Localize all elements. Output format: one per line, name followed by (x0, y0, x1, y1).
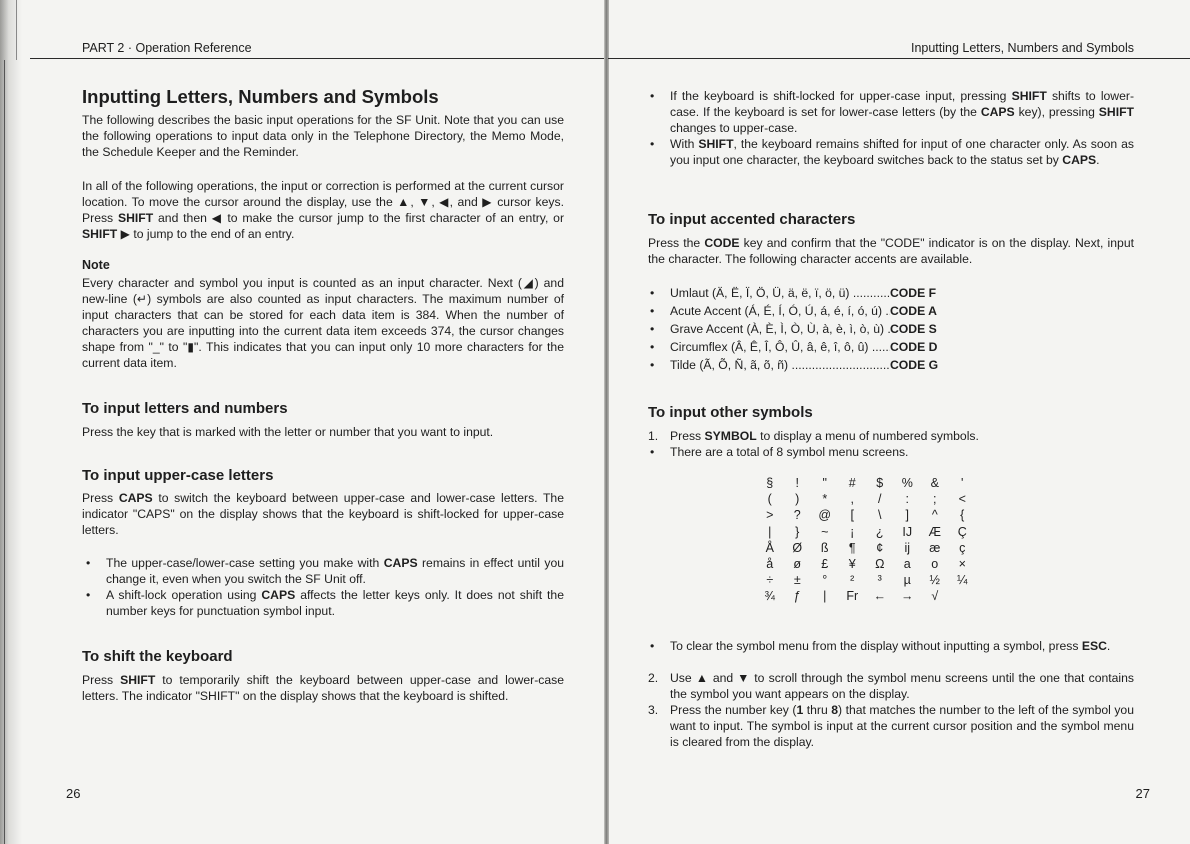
symbol-row (756, 572, 976, 588)
left-running-header: PART 2 · Operation Reference (82, 41, 252, 55)
symbol-cell: æ (929, 540, 941, 555)
symbol-cell: ^ (931, 508, 938, 523)
symbols-step-1 (648, 428, 1134, 444)
symbol-cell: # (848, 476, 856, 491)
symbol-cell: ¶ (848, 540, 856, 555)
symbol-row (756, 556, 976, 572)
symbol-cell: : (905, 492, 909, 507)
list-item: • With SHIFT, the keyboard remains shifted for input of one character only. As soon as you input one character, the keyboard switches back to the status set by CAPS. (648, 136, 1134, 168)
symbol-cell: Ø (792, 540, 803, 555)
list-item: • To clear the symbol menu from the display without inputting a symbol, press ESC. (648, 638, 1134, 654)
symbol-row (756, 540, 976, 556)
symbol-cell: Å (765, 540, 774, 555)
symbol-cell: ? (793, 508, 801, 523)
symbol-cell: ¾ (764, 589, 775, 604)
upper-bullets (84, 555, 564, 619)
accent-item-circumflex: • Circumflex (Â, Ê, Î, Ô, Û, â, ê, î, ô, û) ..... CODE D (648, 338, 1048, 356)
note-heading: Note (82, 258, 110, 272)
symbol-cell: ß (820, 540, 829, 555)
symbol-cell: ø (793, 557, 802, 572)
upper-paragraph: Press CAPS to switch the keyboard between upper-case and lower-case letters. The indicator "CAPS" on the display shows that the keyboard is shift-locked for upper-case letters. (82, 491, 564, 537)
list-item: • A shift-lock operation using CAPS affects the letter keys only. It does not shift the number keys for punctuation symbol input. (84, 587, 564, 619)
symbol-cell: IJ (902, 524, 913, 539)
symbol-cell: Ω (875, 557, 885, 572)
right-page-number: 27 (1135, 786, 1150, 801)
symbol-cell: → (901, 589, 914, 604)
symbol-cell: √ (931, 589, 939, 604)
shift-paragraph: Press SHIFT to temporarily shift the keyboard between upper-case and lower-case letters. The indicator "SHIFT" on the display shows that the keyboard is shifted. (82, 673, 564, 703)
symbol-cell: ç (959, 540, 966, 555)
note-paragraph: Every character and symbol you input is counted as an input character. Next (◢) and new-line (↵) symbols are also counted as input characters. The maximum number of input characters that can be stored for each data item is 384. When the number of characters you are inputting into the current data item exceeds 374, the cursor changes shape from "_" to "▮". This indicates that you can input only 10 more characters for the current data item. (82, 276, 564, 370)
symbols-heading: To input other symbols (648, 404, 813, 421)
right-header-rule (608, 58, 1190, 59)
intro-paragraph: The following describes the basic input operations for the SF Unit. Note that you can use the following operations to input data only in the Telephone Directory, the Memo Mode, the Schedule Keeper and the Reminder. (82, 113, 564, 159)
symbol-row (756, 507, 976, 523)
list-item: 3. Press the number key (1 thru 8) that matches the number to the left of the symbol you want to input. The symbol is input at the current cursor position and the symbol menu is cleared from the display. (648, 703, 1134, 749)
accent-paragraph: Press the CODE key and confirm that the "CODE" indicator is on the display. Next, input the character. The following character accents are available. (648, 236, 1134, 266)
list-item: • There are a total of 8 symbol menu screens. (648, 444, 1134, 460)
symbol-cell: [ (850, 508, 854, 523)
symbol-cell: ' (961, 476, 964, 491)
symbol-cell: * (822, 492, 828, 507)
symbol-cell: } (795, 524, 800, 539)
symbol-cell: o (931, 557, 939, 572)
symbol-cell: % (901, 476, 913, 491)
accent-list (648, 284, 1048, 374)
symbol-cell: ~ (821, 524, 829, 539)
cursor-paragraph: In all of the following operations, the input or correction is performed at the current cursor location. To move the cursor around the display, use the ▲, ▼, ◀, and ▶ cursor keys. Press SHIFT and then ◀ to make the cursor jump to the first character of an entry, or SHIFT ▶ to jump to the end of an entry. (82, 179, 565, 241)
symbol-row (756, 475, 976, 491)
shift-heading: To shift the keyboard (82, 648, 233, 665)
accent-item-umlaut: • Umlaut (Ä, Ë, Ï, Ö, Ü, ä, ë, ï, ö, ü) ..... CODE F (648, 284, 1048, 302)
symbol-cell: ¼ (957, 573, 968, 588)
symbol-cell: å (766, 557, 774, 572)
symbol-cell: § (766, 476, 774, 491)
symbol-cell: ] (905, 508, 909, 523)
symbol-cell: > (766, 508, 774, 523)
symbol-cell: $ (876, 476, 884, 491)
list-item: 2. Use ▲ and ▼ to scroll through the symbol menu screens until the one that contains the symbol you want appears on the display. (648, 671, 1134, 701)
left-header-rule (30, 58, 605, 59)
symbol-cell: ² (850, 573, 855, 588)
accent-item-acute: • Acute Accent (Á, É, Í, Ó, Ú, á, é, í, ó, ú) ..... CODE A (648, 302, 1048, 320)
letters-paragraph: Press the key that is marked with the letter or number that you want to input. (82, 425, 494, 439)
symbol-cell: | (768, 524, 772, 539)
symbol-cell: ¡ (850, 524, 855, 539)
symbol-cell: ← (873, 589, 886, 604)
left-page-number: 26 (66, 786, 81, 801)
symbol-cell: ¥ (848, 557, 856, 572)
symbol-cell: < (958, 492, 966, 507)
symbol-cell: µ (903, 573, 911, 588)
symbol-cell: @ (818, 508, 832, 523)
symbol-cell: ± (793, 573, 801, 588)
symbol-cell: ! (795, 476, 799, 491)
accent-heading: To input accented characters (648, 211, 856, 228)
upper-heading: To input upper-case letters (82, 467, 274, 484)
symbol-cell (949, 588, 977, 604)
symbol-row (756, 491, 976, 507)
right-page (608, 0, 1190, 844)
symbol-cell: ; (933, 492, 937, 507)
symbol-cell: ° (822, 573, 828, 588)
symbol-menu-grid (756, 475, 976, 605)
symbol-cell: ¿ (875, 524, 884, 539)
symbol-cell: / (878, 492, 882, 507)
symbol-cell: Ç (957, 524, 967, 539)
right-running-header: Inputting Letters, Numbers and Symbols (910, 41, 1134, 55)
symbol-cell: ÷ (766, 573, 774, 588)
symbol-cell: & (930, 476, 939, 491)
clear-menu-bullet (648, 638, 1134, 654)
symbol-cell: a (903, 557, 911, 572)
symbol-cell: ³ (877, 573, 882, 588)
symbol-cell: | (823, 589, 827, 604)
symbol-cell: ( (767, 492, 772, 507)
symbol-cell: ij (904, 540, 911, 555)
symbol-cell: \ (878, 508, 882, 523)
symbol-cell: Fr (846, 589, 859, 604)
accent-item-tilde: • Tilde (Ã, Õ, Ñ, ã, õ, ñ) ..... CODE G (648, 356, 1048, 374)
symbol-cell: ½ (929, 573, 940, 588)
list-item: 1. Press SYMBOL to display a menu of numbered symbols. (648, 429, 979, 443)
page-title: Inputting Letters, Numbers and Symbols (82, 86, 439, 107)
symbol-cell: ¢ (876, 540, 884, 555)
list-item: • If the keyboard is shift-locked for upper-case input, pressing SHIFT shifts to lower-case. If the keyboard is set for lower-case letters (by the CAPS key), pressing SHIFT changes to upper-case. (648, 88, 1134, 136)
symbol-cell: , (850, 492, 854, 507)
shift-note-bullets (648, 88, 1134, 168)
symbol-cell: " (822, 476, 827, 491)
symbols-steps-2-3 (648, 670, 1134, 750)
letters-heading: To input letters and numbers (82, 400, 288, 417)
symbol-cell: Æ (928, 524, 941, 539)
symbol-row (756, 524, 976, 540)
symbols-total-bullet (648, 444, 1134, 460)
list-item: • The upper-case/lower-case setting you make with CAPS remains in effect until you change it, even when you switch the SF Unit off. (84, 555, 564, 587)
symbol-cell: { (960, 508, 965, 523)
symbol-cell: £ (821, 557, 829, 572)
cursor-keys-icons: ▲, ▼, ◀, and ▶ (397, 195, 493, 209)
symbol-cell: ƒ (793, 589, 801, 604)
accent-item-grave: • Grave Accent (À, È, Ì, Ò, Ù, à, è, ì, ò, ù) ..... CODE S (648, 320, 1048, 338)
symbol-row (756, 588, 976, 604)
symbol-cell: ) (795, 492, 800, 507)
symbol-cell: × (958, 557, 966, 572)
